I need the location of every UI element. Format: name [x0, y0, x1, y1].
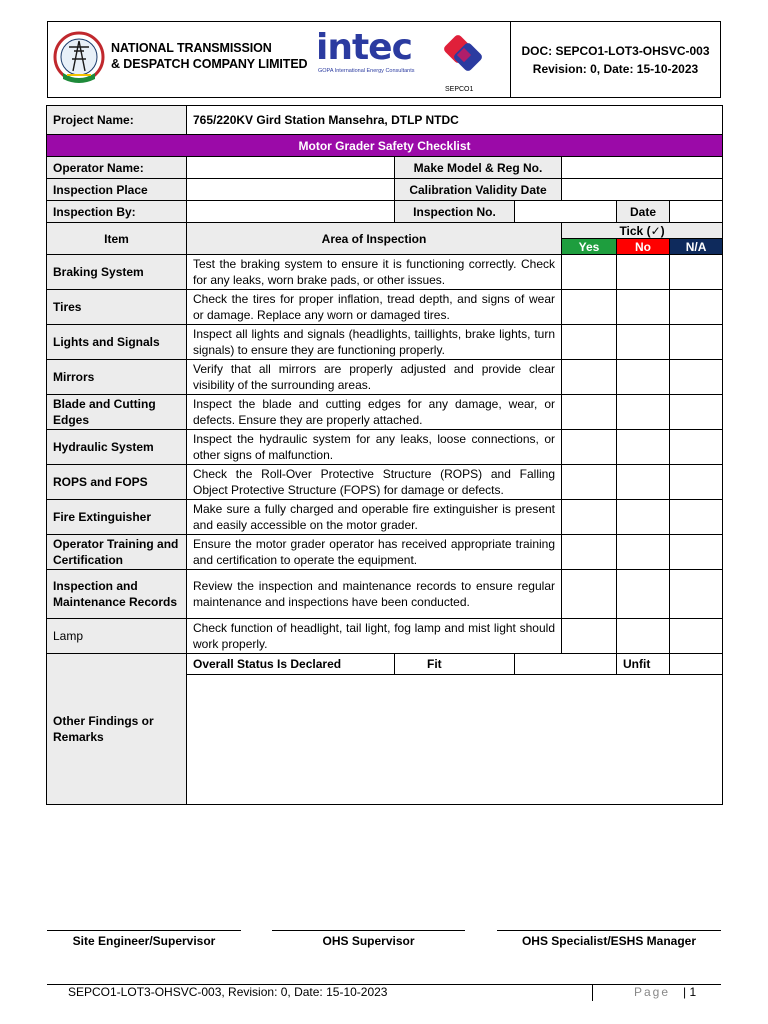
project-label: Project Name:: [47, 106, 187, 135]
na-checkbox[interactable]: [670, 290, 723, 325]
table-row: [47, 430, 723, 465]
table-row: [47, 290, 723, 325]
item-label: Inspection and Maintenance Records: [47, 570, 187, 619]
other-findings-label: Other Findings or Remarks: [47, 654, 187, 805]
area-text: Review the inspection and maintenance records to ensure regular maintenance and inspections have been conducted.: [187, 570, 562, 619]
item-label: Blade and Cutting Edges: [47, 395, 187, 430]
no-checkbox[interactable]: [617, 395, 670, 430]
ohs-specialist-signature: OHS Specialist/ESHS Manager: [497, 930, 721, 950]
no-checkbox[interactable]: [617, 360, 670, 395]
ohs-supervisor-signature: OHS Supervisor: [272, 930, 465, 950]
overall-status-row: [47, 654, 723, 675]
area-text: Verify that all mirrors are properly adjusted and provide clear visibility of the surrounding areas.: [187, 360, 562, 395]
area-text: Make sure a fully charged and operable fire extinguisher is present and easily accessible on the motor grader.: [187, 500, 562, 535]
doc-info: [511, 22, 720, 97]
item-label: Tires: [47, 290, 187, 325]
yes-checkbox[interactable]: [562, 290, 617, 325]
item-label: Lights and Signals: [47, 325, 187, 360]
no-checkbox[interactable]: [617, 465, 670, 500]
fit-field[interactable]: [515, 654, 617, 675]
area-text: Inspect all lights and signals (headlights, taillights, brake lights, turn signals) to ensure they are functioning properly.: [187, 325, 562, 360]
na-header: N/A: [670, 239, 723, 255]
table-row: [47, 500, 723, 535]
place-field[interactable]: [187, 179, 395, 201]
intec-logo: [316, 28, 415, 75]
item-label: Fire Extinguisher: [47, 500, 187, 535]
na-checkbox[interactable]: [670, 395, 723, 430]
no-checkbox[interactable]: [617, 290, 670, 325]
no-checkbox[interactable]: [617, 619, 670, 654]
table-row: [47, 395, 723, 430]
footer-page-number: | 1: [683, 985, 697, 999]
intec-tagline: GOPA International Energy Consultants: [318, 68, 415, 74]
yes-checkbox[interactable]: [562, 619, 617, 654]
area-header: Area of Inspection: [187, 223, 562, 255]
place-row: [47, 179, 723, 201]
column-header-row: [47, 223, 723, 239]
yes-checkbox[interactable]: [562, 325, 617, 360]
doc-revision: Revision: 0, Date: 15-10-2023: [532, 61, 699, 76]
sepco-logo-icon: [437, 30, 487, 92]
make-model-label: Make Model & Reg No.: [395, 157, 562, 179]
operator-row: [47, 157, 723, 179]
place-label: Inspection Place: [47, 179, 187, 201]
no-checkbox[interactable]: [617, 255, 670, 290]
date-label: Date: [617, 201, 670, 223]
table-row: [47, 255, 723, 290]
na-checkbox[interactable]: [670, 535, 723, 570]
yes-checkbox[interactable]: [562, 500, 617, 535]
operator-field[interactable]: [187, 157, 395, 179]
area-text: Check the Roll-Over Protective Structure (ROPS) and Falling Object Protective Structure (FOPS) for damage or defects.: [187, 465, 562, 500]
table-row: [47, 325, 723, 360]
company-name: [111, 40, 307, 72]
yes-checkbox[interactable]: [562, 255, 617, 290]
site-engineer-signature: Site Engineer/Supervisor: [47, 930, 241, 950]
inspection-by-field[interactable]: [187, 201, 395, 223]
table-row: [47, 570, 723, 619]
calibration-field[interactable]: [562, 179, 723, 201]
intec-wordmark: intec: [316, 27, 412, 68]
yes-checkbox[interactable]: [562, 395, 617, 430]
item-label: ROPS and FOPS: [47, 465, 187, 500]
inspection-no-label: Inspection No.: [395, 201, 515, 223]
area-text: Ensure the motor grader operator has received appropriate training and certification to operate the equipment.: [187, 535, 562, 570]
na-checkbox[interactable]: [670, 619, 723, 654]
sepco-label: SEPCO1: [445, 86, 474, 93]
checklist-title: Motor Grader Safety Checklist: [47, 135, 723, 157]
overall-status-label: Overall Status Is Declared: [187, 654, 395, 675]
footer-doc: SEPCO1-LOT3-OHSVC-003, Revision: 0, Date: 15-10-2023: [68, 985, 388, 999]
area-text: Inspect the blade and cutting edges for any damage, wear, or defects. Ensure they are properly attached.: [187, 395, 562, 430]
no-checkbox[interactable]: [617, 535, 670, 570]
table-row: [47, 535, 723, 570]
na-checkbox[interactable]: [670, 430, 723, 465]
item-label: Lamp: [47, 619, 187, 654]
logo-area: [48, 22, 511, 97]
document-header: [47, 21, 721, 98]
operator-label: Operator Name:: [47, 157, 187, 179]
make-model-field[interactable]: [562, 157, 723, 179]
inspection-by-label: Inspection By:: [47, 201, 187, 223]
checklist-table: [46, 105, 723, 805]
company-name-line2: & DESPATCH COMPANY LIMITED: [111, 57, 308, 71]
footer-separator: [592, 985, 593, 1001]
project-row: [47, 106, 723, 135]
item-header: Item: [47, 223, 187, 255]
area-text: Check the tires for proper inflation, tread depth, and signs of wear or damage. Replace any worn or damaged tires.: [187, 290, 562, 325]
table-row: [47, 360, 723, 395]
project-value: 765/220KV Gird Station Mansehra, DTLP NTDC: [187, 106, 723, 135]
yes-checkbox[interactable]: [562, 430, 617, 465]
table-row: [47, 465, 723, 500]
unfit-label: Unfit: [617, 654, 670, 675]
tick-header: Tick (✓): [562, 223, 723, 239]
na-checkbox[interactable]: [670, 465, 723, 500]
area-text: Test the braking system to ensure it is functioning correctly. Check for any leaks, worn brake pads, or other issues.: [187, 255, 562, 290]
yes-checkbox[interactable]: [562, 570, 617, 619]
yes-checkbox[interactable]: [562, 465, 617, 500]
no-checkbox[interactable]: [617, 500, 670, 535]
date-field[interactable]: [670, 201, 723, 223]
calibration-label: Calibration Validity Date: [395, 179, 562, 201]
item-label: Hydraulic System: [47, 430, 187, 465]
na-checkbox[interactable]: [670, 500, 723, 535]
item-label: Mirrors: [47, 360, 187, 395]
company-name-line1: NATIONAL TRANSMISSION: [111, 41, 272, 55]
table-row: [47, 619, 723, 654]
inspection-by-row: [47, 201, 723, 223]
ntdc-logo-icon: [53, 27, 105, 93]
no-header: No: [617, 239, 670, 255]
yes-checkbox[interactable]: [562, 360, 617, 395]
no-checkbox[interactable]: [617, 325, 670, 360]
area-text: Inspect the hydraulic system for any leaks, loose connections, or other signs of malfunction.: [187, 430, 562, 465]
inspection-no-field[interactable]: [515, 201, 617, 223]
na-checkbox[interactable]: [670, 255, 723, 290]
yes-checkbox[interactable]: [562, 535, 617, 570]
na-checkbox[interactable]: [670, 570, 723, 619]
item-label: Operator Training and Certification: [47, 535, 187, 570]
no-checkbox[interactable]: [617, 570, 670, 619]
na-checkbox[interactable]: [670, 360, 723, 395]
na-checkbox[interactable]: [670, 325, 723, 360]
remarks-field[interactable]: [187, 675, 723, 805]
doc-number: DOC: SEPCO1-LOT3-OHSVC-003: [521, 43, 710, 58]
fit-label: Fit: [395, 654, 515, 675]
area-text: Check function of headlight, tail light, fog lamp and mist light should work properly.: [187, 619, 562, 654]
title-row: [47, 135, 723, 157]
item-label: Braking System: [47, 255, 187, 290]
no-checkbox[interactable]: [617, 430, 670, 465]
unfit-field[interactable]: [670, 654, 723, 675]
yes-header: Yes: [562, 239, 617, 255]
footer-page-word: Page: [634, 985, 671, 999]
